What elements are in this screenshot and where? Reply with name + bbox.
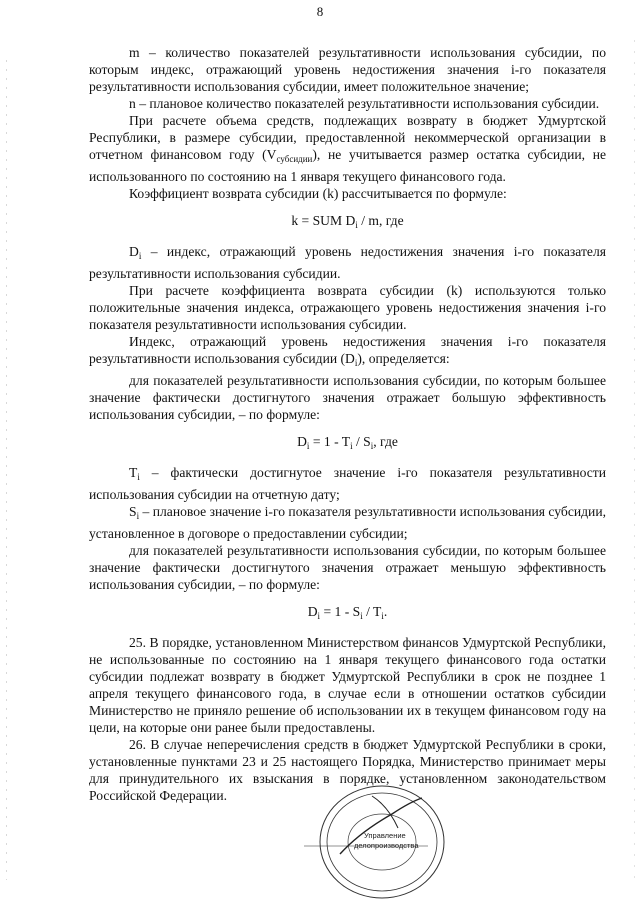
formula-di-greater: $D_i = 1 - T_i / S_i$, где bbox=[297, 434, 398, 451]
paragraph-di-definition: $D_i$ – индекс, отражающий уровень недостижения значения i-го показателя результативности использования субсидии. bbox=[89, 244, 606, 281]
formula-k: k = SUM $D_i$ / m, где bbox=[291, 213, 404, 230]
document-body bbox=[89, 44, 606, 804]
paragraph-coefficient-intro: Коэффициент возврата субсидии (k) рассчитывается по формуле: bbox=[129, 186, 507, 201]
paragraph-si-definition: $S_i$ – плановое значение i-го показателя результативности использования субсидии, установленное в договоре о предоставлении субсидии; bbox=[89, 504, 606, 541]
scan-edge-left bbox=[6, 60, 7, 880]
formula-di-lesser: $D_i = 1 - S_i / T_i$. bbox=[307, 604, 388, 621]
paragraph-n-definition: n – плановое количество показателей результативности использования субсидии. bbox=[129, 96, 600, 111]
page-number: 8 bbox=[316, 4, 324, 19]
stamp-text-line2: делопроизводства bbox=[354, 841, 419, 850]
paragraph-index-determined: Индекс, отражающий уровень недостижения значения i-го показателя результативности использования субсидии $(D_i)$, определяется: bbox=[89, 334, 606, 368]
paragraph-refund-calculation: При расчете объема средств, подлежащих возврату в бюджет Удмуртской Республики, в размере субсидии, предоставленной некоммерческой организации в отчетном финансовом году $(V_{субсидии})$, не учитывается размер остатка субсидии, не использованного по состоянию на 1 января текущего финансового года. bbox=[89, 113, 607, 184]
paragraph-ti-definition: $T_i$ – фактически достигнутое значение i-го показателя результативности использования субсидии на отчетную дату; bbox=[89, 465, 606, 502]
paragraph-positive-values: При расчете коэффициента возврата субсидии (k) используются только положительные значения индекса, отражающего уровень недостижения значения i-го показателя результативности использования субсидии. bbox=[89, 283, 606, 332]
paragraph-greater-is-worse: для показателей результативности использования субсидии, по которым большее значение фактически достигнутого значения отражает меньшую эффективность использования субсидии, – по формуле: bbox=[89, 543, 606, 592]
paragraph-m-definition: m – количество показателей результативности использования субсидии, по которым индекс, отражающий уровень недостижения значения i-го показателя результативности использования субсидии, имеет положительное значение; bbox=[89, 45, 606, 94]
paragraph-clause-26: 26. В случае неперечисления средств в бюджет Удмуртской Республики в сроки, установленные пунктами 23 и 25 настоящего Порядка, Министерство принимает меры для принудительного их взыскания в порядке, установленном законодательством Российской Федерации. bbox=[89, 737, 606, 803]
stamp-text-line1: Управление bbox=[364, 831, 406, 840]
paragraph-greater-is-better: для показателей результативности использования субсидии, по которым большее значение фактически достигнутого значения отражает большую эффективность использования субсидии, – по формуле: bbox=[89, 373, 606, 422]
paragraph-clause-25: 25. В порядке, установленном Министерством финансов Удмуртской Республики, не использованные по состоянию на 1 января текущего финансового года остатки субсидии подлежат возврату в бюджет Удмуртской Республики в срок не позднее 1 апреля текущего финансового года, в случае если в отношении остатков субсидии Министерство не приняло решение об использовании их в текущем финансовом году на цели, на которые они ранее были предоставлены. bbox=[89, 635, 606, 735]
scan-edge-right bbox=[634, 40, 635, 880]
